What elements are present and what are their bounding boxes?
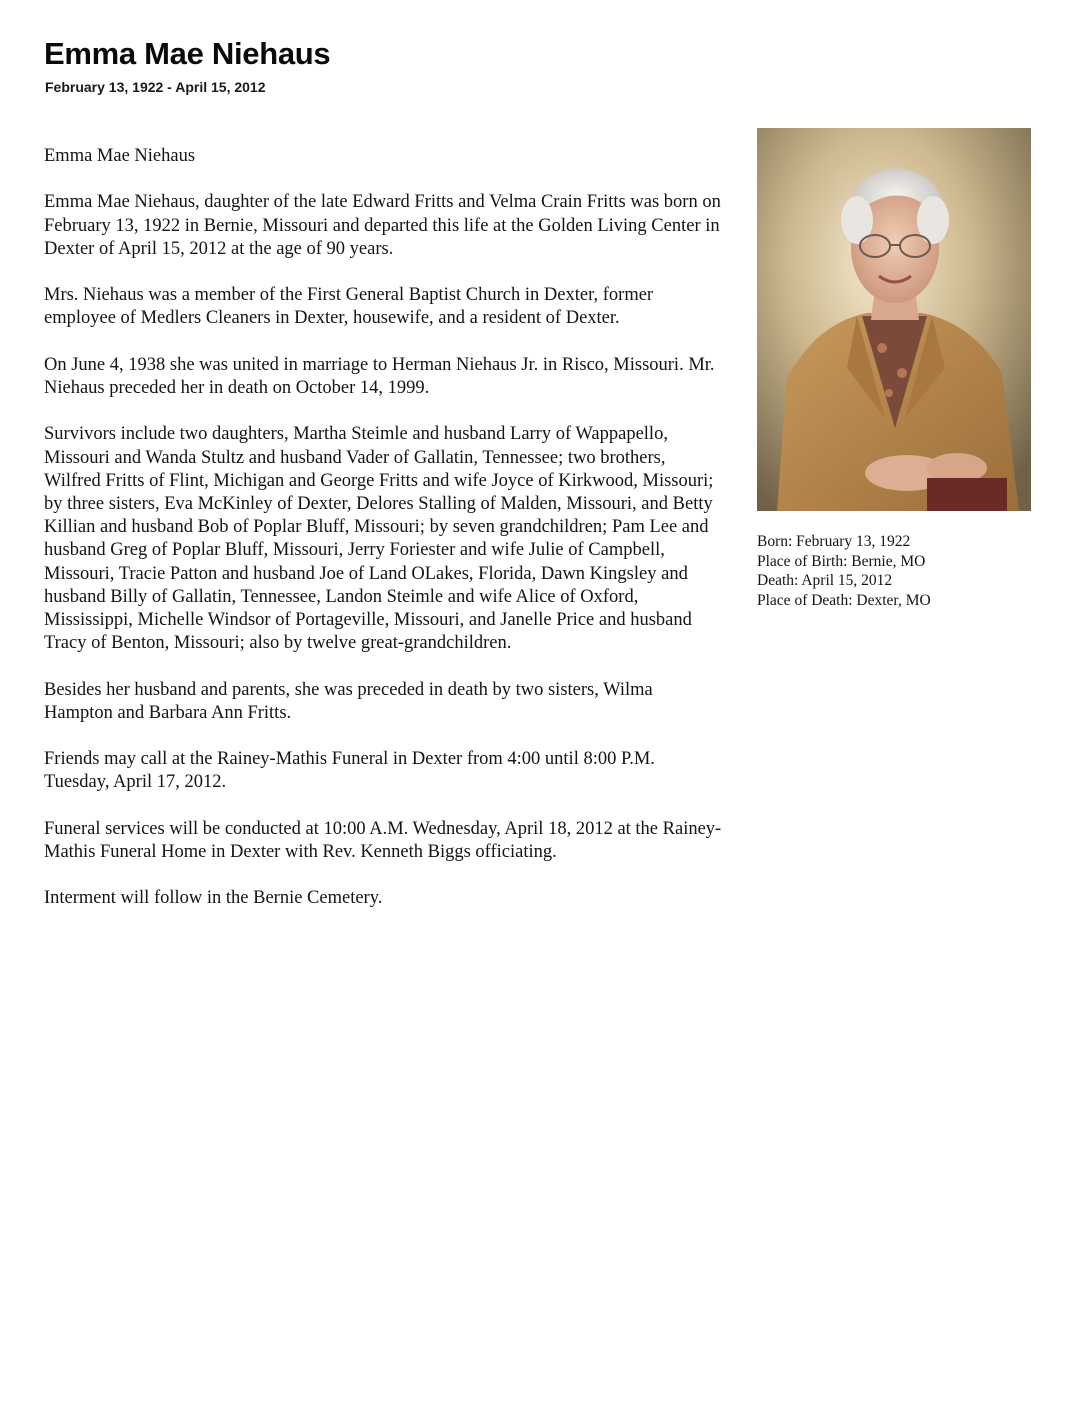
page-title: Emma Mae Niehaus bbox=[44, 36, 331, 71]
obituary-paragraph: Emma Mae Niehaus bbox=[44, 146, 196, 166]
obituary-paragraph: Interment will follow in the Bernie Cemetery. bbox=[44, 888, 383, 909]
obituary-paragraph: Besides her husband and parents, she was preceded in death by two sisters, Wilma Hampton and Barbara Ann Fritts. bbox=[44, 679, 653, 723]
born-date: Born: February 13, 1922 bbox=[757, 533, 911, 550]
obituary-paragraph: Mrs. Niehaus was a member of the First General Baptist Church in Dexter, former employee of Medlers Cleaners in Dexter, housewife, and a resident of Dexter. bbox=[44, 285, 654, 329]
obituary-paragraph: Friends may call at the Rainey-Mathis Funeral in Dexter from 4:00 until 8:00 P.M. Tuesday, April 17, 2012. bbox=[44, 749, 655, 793]
obituary-paragraph: Survivors include two daughters, Martha Steimle and husband Larry of Wappapello, Missouri and Wanda Stultz and husband Vader of Gallatin, Tennessee; two brothers, Wilfred Fritts of Flint, Michigan and George Fritts and wife Joyce of Kirkwood, Missouri; by three sisters, Eva McKinley of Dexter, Delores Stalling of Malden, Missouri, and Betty Killian and husband Bob of Poplar Bluff, Missouri; by seven grandchildren; Pam Lee and husband Greg of Poplar Bluff, Missouri, Jerry Foriester and wife Julie of Campbell, Missouri, Tracie Patton and husband Joe of Land OLakes, Florida, Dawn Kingsley and husband Billy of Gallatin, Tennessee, Landon Steimle and wife Alice of Oxford, Mississippi, Michelle Windsor of Portageville, Missouri, and Janelle Price and husband Tracy of Benton, Missouri; also by twelve great-grandchildren. bbox=[44, 424, 714, 654]
obituary-paragraph: Funeral services will be conducted at 10:00 A.M. Wednesday, April 18, 2012 at the Rainey-Mathis Funeral Home in Dexter with Rev. Kenneth Biggs officiating. bbox=[44, 818, 722, 862]
place-of-death: Place of Death: Dexter, MO bbox=[757, 591, 931, 609]
portrait-illustration bbox=[757, 128, 1031, 511]
obituary-body bbox=[44, 145, 724, 934]
obituary-paragraph: On June 4, 1938 she was united in marriage to Herman Niehaus Jr. in Risco, Missouri. Mr. Niehaus preceded her in death on October 14, 1999. bbox=[44, 354, 715, 398]
portrait-photo bbox=[757, 128, 1031, 511]
death-date: Death: April 15, 2012 bbox=[757, 572, 893, 589]
obituary-paragraph: Emma Mae Niehaus, daughter of the late Edward Fritts and Velma Crain Fritts was born on February 13, 1922 in Bernie, Missouri and departed this life at the Golden Living Center in Dexter of April 15, 2012 at the age of 90 years. bbox=[44, 192, 721, 259]
life-dates: February 13, 1922 - April 15, 2012 bbox=[45, 79, 266, 95]
place-of-birth: Place of Birth: Bernie, MO bbox=[757, 552, 926, 570]
vital-facts bbox=[757, 532, 1057, 610]
